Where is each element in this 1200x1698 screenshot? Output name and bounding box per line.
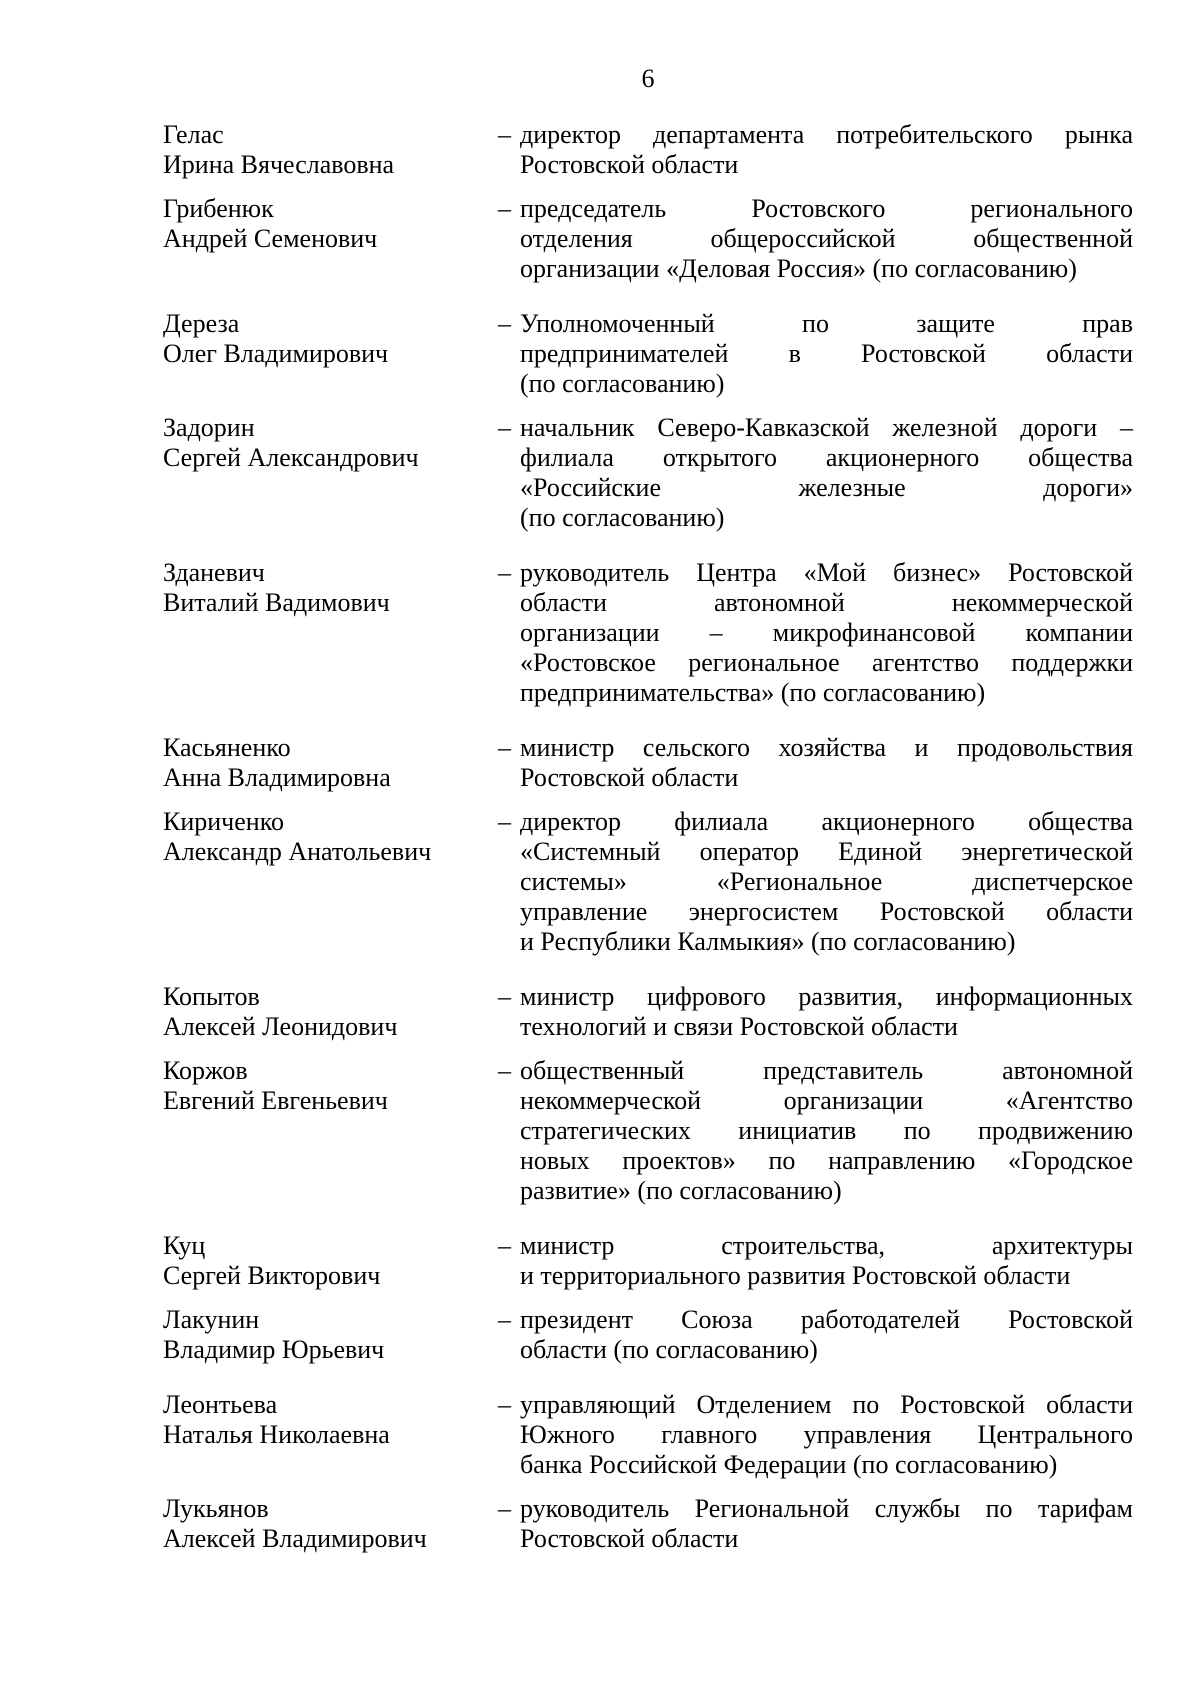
position-line: предпринимателей в Ростовской области — [520, 339, 1133, 368]
member-row — [163, 807, 1133, 957]
position-line: и Республики Калмыкия» (по согласованию) — [520, 927, 1016, 956]
member-surname: Лакунин — [163, 1305, 260, 1334]
member-row — [163, 558, 1133, 708]
position-line: области автономной некоммерческой — [520, 588, 1133, 617]
member-surname: Зданевич — [163, 558, 265, 587]
member-name — [163, 1390, 498, 1450]
list-dash-marker: – — [498, 120, 511, 149]
member-surname: Леонтьева — [163, 1390, 278, 1419]
position-line: Уполномоченный по защите прав — [520, 309, 1133, 338]
member-surname: Куц — [163, 1231, 206, 1260]
member-position — [498, 194, 1133, 284]
list-dash-marker: – — [498, 1390, 511, 1419]
member-position — [498, 309, 1133, 399]
member-surname: Гелас — [163, 120, 224, 149]
member-name — [163, 120, 498, 180]
member-surname: Задорин — [163, 413, 255, 442]
position-line: директор департамента потребительского рынка — [520, 120, 1133, 149]
member-name — [163, 1231, 498, 1291]
member-surname: Кириченко — [163, 807, 285, 836]
list-dash-marker: – — [498, 982, 511, 1011]
member-position — [498, 1494, 1133, 1554]
member-row — [163, 733, 1133, 793]
member-name — [163, 733, 498, 793]
member-surname: Грибенюк — [163, 194, 274, 223]
position-line: некоммерческой организации «Агентство — [520, 1086, 1133, 1115]
member-surname: Копытов — [163, 982, 260, 1011]
position-line: стратегических инициатив по продвижению — [520, 1116, 1133, 1145]
position-line: предпринимательства» (по согласованию) — [520, 678, 986, 707]
position-line: председатель Ростовского регионального — [520, 194, 1133, 223]
position-line: развитие» (по согласованию) — [520, 1176, 842, 1205]
member-given-names: Анна Владимировна — [163, 763, 391, 792]
member-given-names: Сергей Викторович — [163, 1261, 381, 1290]
position-line: министр сельского хозяйства и продовольствия — [520, 733, 1133, 762]
member-given-names: Наталья Николаевна — [163, 1420, 390, 1449]
position-line: президент Союза работодателей Ростовской — [520, 1305, 1133, 1334]
position-line: министр строительства, архитектуры — [520, 1231, 1133, 1260]
position-line: начальник Северо-Кавказской железной дороги – — [520, 413, 1133, 442]
position-line: Южного главного управления Центрального — [520, 1420, 1133, 1449]
member-row — [163, 413, 1133, 533]
member-position — [498, 733, 1133, 793]
position-line: «Системный оператор Единой энергетической — [520, 837, 1133, 866]
position-line: министр цифрового развития, информационных — [520, 982, 1133, 1011]
list-dash-marker: – — [498, 1231, 511, 1260]
member-name — [163, 413, 498, 473]
position-line: «Ростовское региональное агентство поддержки — [520, 648, 1133, 677]
member-name — [163, 194, 498, 254]
position-line: организации «Деловая Россия» (по согласованию) — [520, 254, 1077, 283]
position-line: новых проектов» по направлению «Городское — [520, 1146, 1133, 1175]
position-line: технологий и связи Ростовской области — [520, 1012, 958, 1041]
member-position — [498, 1305, 1133, 1365]
position-line: директор филиала акционерного общества — [520, 807, 1133, 836]
page-number: 6 — [641, 64, 655, 93]
member-row — [163, 120, 1133, 180]
position-line: отделения общероссийской общественной — [520, 224, 1133, 253]
member-name — [163, 1494, 498, 1554]
member-given-names: Сергей Александрович — [163, 443, 419, 472]
member-position — [498, 558, 1133, 708]
member-row — [163, 1494, 1133, 1554]
list-dash-marker: – — [498, 733, 511, 762]
member-name — [163, 807, 498, 867]
position-line: управление энергосистем Ростовской области — [520, 897, 1133, 926]
member-position — [498, 1390, 1133, 1480]
member-surname: Лукьянов — [163, 1494, 269, 1523]
member-row — [163, 309, 1133, 399]
position-line: (по согласованию) — [520, 503, 725, 532]
list-dash-marker: – — [498, 309, 511, 338]
position-line: организации – микрофинансовой компании — [520, 618, 1133, 647]
member-position — [498, 982, 1133, 1042]
member-name — [163, 558, 498, 618]
list-dash-marker: – — [498, 558, 511, 587]
member-given-names: Алексей Леонидович — [163, 1012, 398, 1041]
position-line: «Российские железные дороги» — [520, 473, 1133, 502]
member-position — [498, 807, 1133, 957]
member-given-names: Евгений Евгеньевич — [163, 1086, 388, 1115]
position-line: (по согласованию) — [520, 369, 725, 398]
member-name — [163, 1056, 498, 1116]
member-given-names: Андрей Семенович — [163, 224, 378, 253]
position-line: руководитель Региональной службы по тарифам — [520, 1494, 1133, 1523]
member-name — [163, 982, 498, 1042]
member-position — [498, 1056, 1133, 1206]
position-line: области (по согласованию) — [520, 1335, 818, 1364]
member-name — [163, 309, 498, 369]
member-row — [163, 982, 1133, 1042]
member-given-names: Ирина Вячеславовна — [163, 150, 395, 179]
member-given-names: Олег Владимирович — [163, 339, 389, 368]
member-surname: Касьяненко — [163, 733, 291, 762]
list-dash-marker: – — [498, 807, 511, 836]
member-row — [163, 1231, 1133, 1291]
member-given-names: Александр Анатольевич — [163, 837, 432, 866]
member-given-names: Владимир Юрьевич — [163, 1335, 385, 1364]
member-name — [163, 1305, 498, 1365]
position-line: филиала открытого акционерного общества — [520, 443, 1133, 472]
position-line: Ростовской области — [520, 150, 739, 179]
member-row — [163, 194, 1133, 284]
list-dash-marker: – — [498, 1305, 511, 1334]
position-line: системы» «Региональное диспетчерское — [520, 867, 1133, 896]
list-dash-marker: – — [498, 1056, 511, 1085]
list-dash-marker: – — [498, 413, 511, 442]
member-given-names: Виталий Вадимович — [163, 588, 390, 617]
member-position — [498, 1231, 1133, 1291]
position-line: Ростовской области — [520, 763, 739, 792]
position-line: банка Российской Федерации (по согласованию) — [520, 1450, 1058, 1479]
member-surname: Дереза — [163, 309, 240, 338]
position-line: руководитель Центра «Мой бизнес» Ростовской — [520, 558, 1133, 587]
position-line: общественный представитель автономной — [520, 1056, 1133, 1085]
member-surname: Коржов — [163, 1056, 248, 1085]
member-row — [163, 1390, 1133, 1480]
list-dash-marker: – — [498, 194, 511, 223]
member-position — [498, 413, 1133, 533]
member-position — [498, 120, 1133, 180]
position-line: Ростовской области — [520, 1524, 739, 1553]
list-dash-marker: – — [498, 1494, 511, 1523]
position-line: управляющий Отделением по Ростовской области — [520, 1390, 1133, 1419]
member-given-names: Алексей Владимирович — [163, 1524, 427, 1553]
position-line: и территориального развития Ростовской области — [520, 1261, 1071, 1290]
member-row — [163, 1056, 1133, 1206]
member-row — [163, 1305, 1133, 1365]
